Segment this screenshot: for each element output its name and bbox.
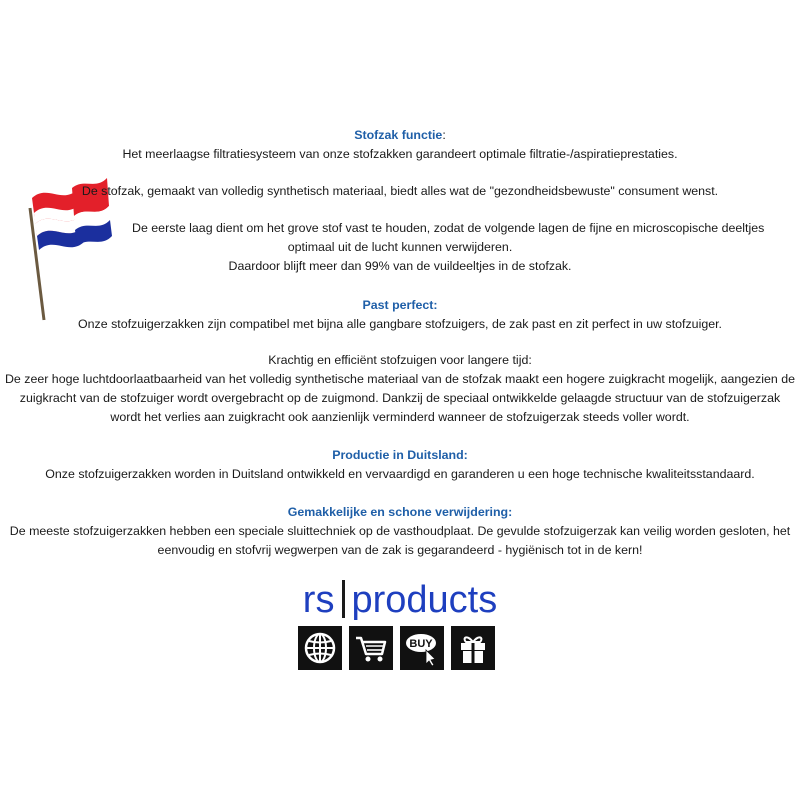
- svg-text:BUY: BUY: [409, 638, 433, 650]
- logo-rs: rs: [302, 579, 335, 621]
- stofzak-line-1: Het meerlaagse filtratiesysteem van onze stofzakken garandeert optimale filtratie-/aspiratieprestaties.: [122, 147, 678, 161]
- globe-icon: [298, 626, 342, 670]
- krachtig-line-2: zuigkracht van de stofzuiger wordt overgebracht op de zuigmond. Dankzij de speciaal ontwikkelde gelaagde structuur van de stofzuigerzak: [19, 391, 781, 405]
- past-heading: Past perfect:: [362, 298, 438, 312]
- krachtig-line-3: wordt het verlies aan zuigkracht ook aanzienlijk verminderd wanneer de stofzuigerzak steeds voller wordt.: [110, 410, 690, 424]
- krachtig-section: [0, 351, 800, 427]
- stofzak-heading-colon: :: [442, 128, 446, 142]
- past-section: [0, 296, 800, 334]
- stofzak-heading: Stofzak functie: [354, 128, 443, 142]
- gemak-section: [0, 503, 800, 560]
- past-text: Onze stofzuigerzakken zijn compatibel met bijna alle gangbare stofzuigers, de zak past en zit perfect in uw stofzuiger.: [78, 317, 722, 331]
- shop-icons-row: [298, 626, 495, 670]
- stofzak-line-4: optimaal uit de lucht kunnen verwijderen.: [287, 240, 513, 254]
- cart-icon: [349, 626, 393, 670]
- krachtig-line-1: De zeer hoge luchtdoorlaatbaarheid van het volledig synthetische materiaal van de stofzak maakt een hogere zuigkracht mogelijk, aangezien de: [4, 372, 796, 386]
- stofzak-line-3: De eerste laag dient om het grove stof vast te houden, zodat de volgende lagen de fijne en microscopische deeltjes: [132, 221, 765, 235]
- productie-text: Onze stofzuigerzakken worden in Duitsland ontwikkeld en vervaardigd en garanderen u een hoge technische kwaliteitsstandaard.: [45, 467, 755, 481]
- productie-section: [0, 446, 800, 484]
- rs-products-logo: [0, 578, 800, 622]
- stofzak-section: [0, 126, 800, 276]
- logo-products: products: [351, 579, 498, 621]
- stofzak-line-2: De stofzak, gemaakt van volledig synthetisch materiaal, biedt alles wat de "gezondheidsbewuste" consument wenst.: [81, 184, 719, 198]
- logo-divider: [342, 580, 345, 618]
- gemak-line-1: De meeste stofzuigerzakken hebben een speciale sluittechniek op de vasthoudplaat. De gevulde stofzuigerzak kan veilig worden gesloten, het: [9, 524, 791, 538]
- krachtig-title: Krachtig en efficiënt stofzuigen voor langere tijd:: [268, 353, 532, 367]
- gemak-heading: Gemakkelijke en schone verwijdering:: [287, 505, 513, 519]
- gemak-line-2: eenvoudig en stofvrij wegwerpen van de zak is gegarandeerd - hygiënisch tot in de kern!: [157, 543, 643, 557]
- productie-heading: Productie in Duitsland:: [332, 448, 468, 462]
- stofzak-line-5: Daardoor blijft meer dan 99% van de vuildeeltjes in de stofzak.: [228, 259, 572, 273]
- buy-icon: [400, 626, 444, 670]
- gift-icon: [451, 626, 495, 670]
